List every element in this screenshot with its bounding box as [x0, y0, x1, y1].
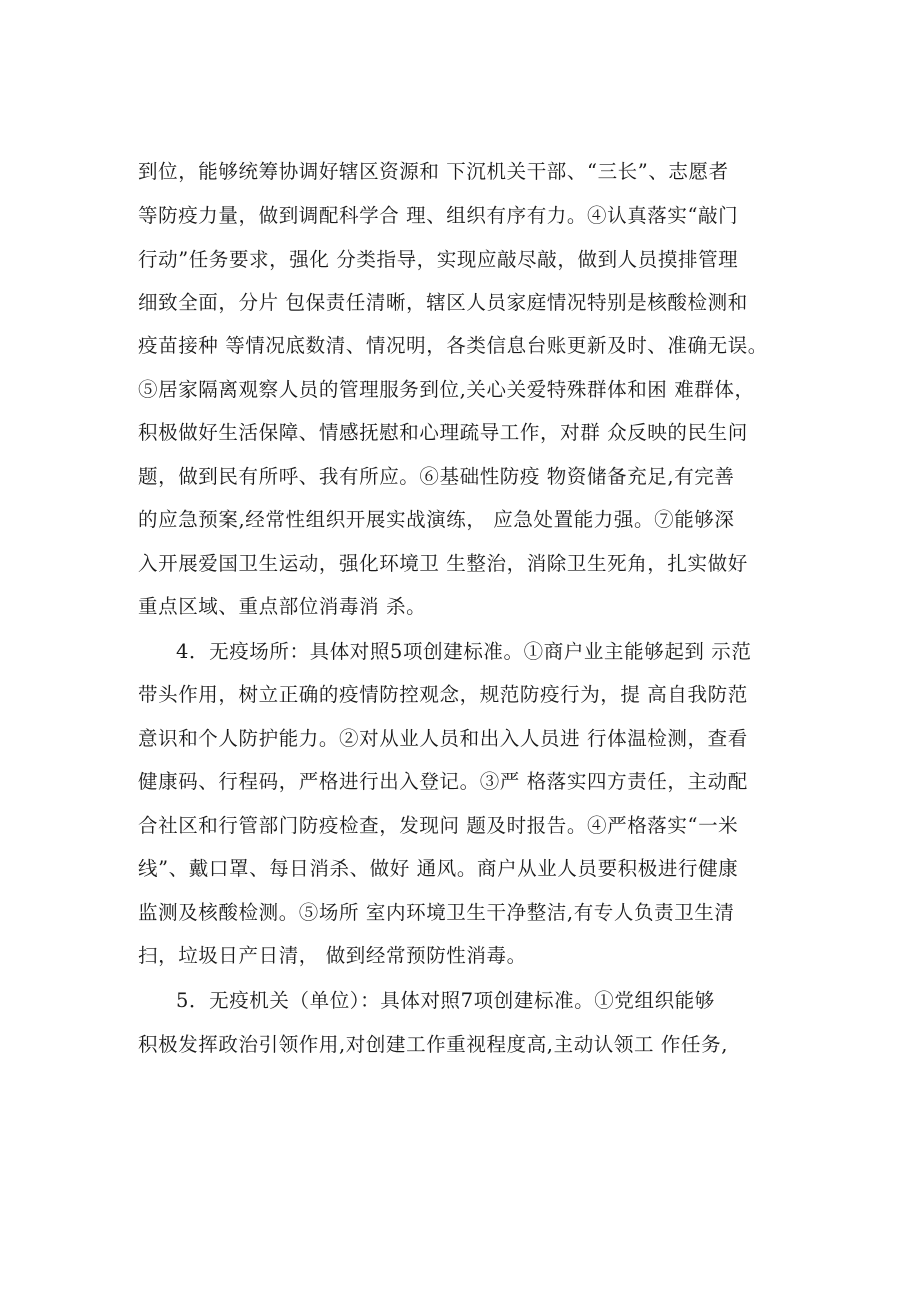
- text-line: 意识和个人防护能力。②对从业人员和出入人员进 行体温检测，查看: [138, 727, 748, 750]
- text-line: 4．无疫场所：具体对照5项创建标准。①商户业主能够起到 示范: [176, 640, 752, 663]
- text-line: 疫苗接种 等情况底数清、情况明，各类信息台账更新及时、准确无误。: [138, 334, 768, 357]
- text-line: 行动”任务要求，强化 分类指导，实现应敲尽敲，做到人员摸排管理: [138, 248, 739, 271]
- text-line: 积极做好生活保障、情感抚慰和心理疏导工作，对群 众反映的民生问: [138, 421, 748, 444]
- text-line: 监测及核酸检测。⑤场所 室内环境卫生干净整洁,有专人负责卫生清: [138, 901, 735, 924]
- text-line: 积极发挥政治引领作用,对创建工作重视程度高,主动认领工 作任务,: [138, 1033, 728, 1056]
- text-line: ⑤居家隔离观察人员的管理服务到位,关心关爱特殊群体和困 难群体，: [138, 378, 755, 401]
- text-line: 健康码、行程码，严格进行出入登记。③严 格落实四方责任，主动配: [138, 770, 748, 793]
- text-line: 扫，垃圾日产日清， 做到经常预防性消毒。: [138, 944, 527, 967]
- text-line: 细致全面，分片 包保责任清晰，辖区人员家庭情况特别是核酸检测和: [138, 291, 748, 314]
- text-line: 线”、戴口罩、每日消杀、做好 通风。商户从业人员要积极进行健康: [138, 857, 739, 880]
- text-line: 入开展爱国卫生运动，强化环境卫 生整治，消除卫生死角，扎实做好: [138, 552, 748, 575]
- text-line: 等防疫力量，做到调配科学合 理、组织有序有力。④认真落实“敲门: [138, 204, 739, 227]
- text-line: 带头作用，树立正确的疫情防控观念，规范防疫行为，提 高自我防范: [138, 683, 748, 706]
- text-line: 5．无疫机关（单位）：具体对照7项创建标准。①党组织能够: [176, 989, 715, 1012]
- text-line: 到位，能够统筹协调好辖区资源和 下沉机关干部、“三长”、志愿者: [138, 160, 729, 183]
- text-line: 重点区域、重点部位消毒消 杀。: [138, 595, 427, 618]
- text-line: 的应急预案,经常性组织开展实战演练， 应急处置能力强。⑦能够深: [138, 508, 735, 531]
- text-line: 题，做到民有所呼、我有所应。⑥基础性防疫 物资储备充足,有完善: [138, 465, 735, 488]
- text-line: 合社区和行管部门防疫检查，发现问 题及时报告。④严格落实“一米: [138, 814, 739, 837]
